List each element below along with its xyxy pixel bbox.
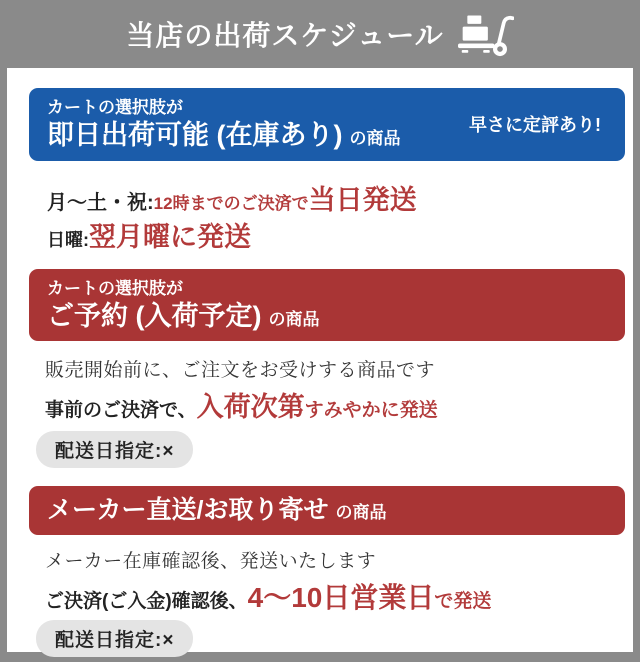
direct-desc-line1: メーカー在庫確認後、発送いたします [45, 550, 377, 572]
sunday-label: 日曜: [47, 229, 89, 250]
handtruck-icon [458, 14, 514, 58]
schedule-panel [7, 68, 633, 652]
schedule-row-weekday [47, 183, 625, 218]
page-header [0, 0, 640, 68]
banner-preorder-line1: カートの選択肢が [47, 278, 183, 298]
weekday-label: 月〜土・祝: [47, 191, 154, 214]
preorder-desc-line2 [45, 390, 625, 425]
banner-immediate-suffix: の商品 [349, 129, 401, 149]
banner-immediate-text [47, 97, 400, 152]
direct-strong: 4〜10日営業日 [247, 582, 435, 614]
delivery-date-badge-preorder: 配送日指定:× [36, 431, 193, 468]
preorder-tail: すみやかに発送 [304, 399, 438, 421]
preorder-strong: 入荷次第 [196, 391, 305, 422]
banner-immediate-line1: カートの選択肢が [47, 98, 183, 117]
banner-preorder-line2: ご予約 (入荷予定) の商品 [47, 301, 320, 332]
banner-direct-shipping [29, 486, 625, 535]
banner-immediate-line2: 即日出荷可能 (在庫あり) の商品 [47, 120, 401, 151]
page-title: 当店の出荷スケジュール [126, 20, 444, 51]
delivery-date-badge-direct: 配送日指定:× [36, 620, 193, 657]
preorder-desc-line1: 販売開始前に、ご注文をお受けする商品です [45, 360, 436, 382]
sunday-strong: 翌月曜に発送 [89, 221, 251, 252]
preorder-description [45, 357, 625, 425]
banner-immediate-shipping [29, 88, 625, 161]
weekday-detail: 12時までのご決済で [153, 193, 309, 213]
banner-direct-main: メーカー直送/お取り寄せ [47, 496, 329, 525]
banner-preorder [29, 269, 625, 342]
direct-tail: で発送 [434, 591, 492, 613]
banner-preorder-suffix: の商品 [268, 310, 320, 330]
schedule-row-sunday [47, 220, 625, 255]
direct-desc-line2 [45, 580, 625, 616]
banner-immediate-note: 早さに定評あり! [469, 115, 601, 136]
preorder-lead: 事前のご決済で、 [45, 399, 197, 421]
immediate-schedule-text [47, 183, 625, 255]
direct-description [45, 548, 625, 617]
banner-direct-suffix: の商品 [335, 503, 387, 523]
direct-lead: ご決済(ご入金)確認後、 [45, 591, 248, 613]
weekday-strong: 当日発送 [308, 184, 417, 215]
